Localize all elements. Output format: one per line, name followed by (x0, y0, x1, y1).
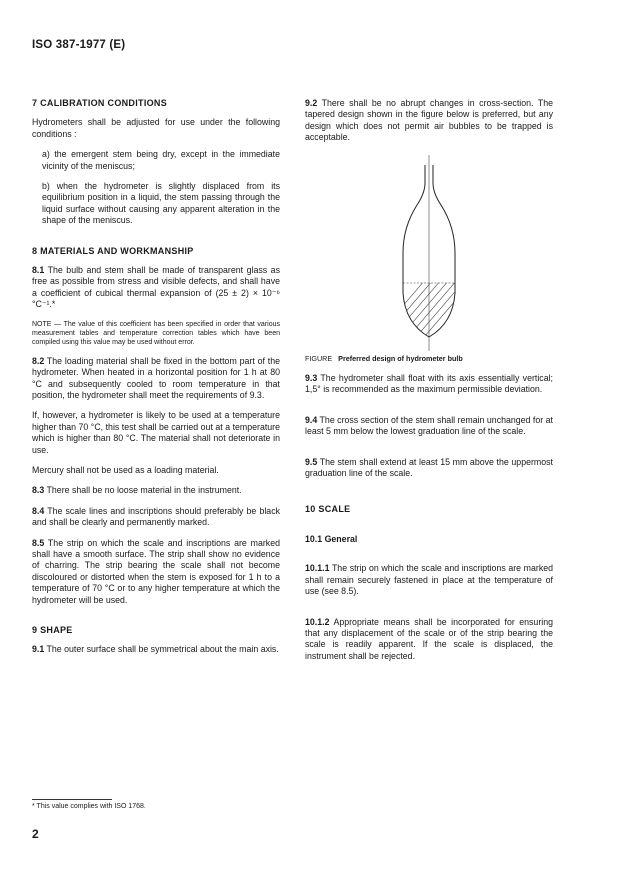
clause-text: There shall be no abrupt changes in cross-section. The tapered design shown in the figure below is preferred, but any design which does not permit air bubbles to be trapped is acceptable. (305, 98, 553, 143)
clause-10-1-1 (305, 563, 553, 597)
figure-title: Preferred design of hydrometer bulb (338, 353, 463, 363)
clause-8-2-mercury: Mercury shall not be used as a loading material. (32, 464, 219, 475)
clause-number: 8.5 (32, 537, 45, 548)
clause-number: 9.2 (305, 98, 318, 108)
section-7-title: 7 CALIBRATION CONDITIONS (32, 98, 168, 108)
clause-text: The hydrometer shall float with its axis essentially vertical; 1,5° is recommended as the maximum permissible deviation. (305, 373, 553, 395)
section-10-title: 10 SCALE (305, 504, 351, 515)
clause-10-1-2 (305, 617, 553, 663)
clause-text: The outer surface shall be symmetrical about the main axis. (46, 644, 279, 655)
clause-number: 9.4 (305, 414, 318, 425)
section-10-1-title: 10.1 General (305, 533, 358, 544)
hydrometer-bulb-figure (305, 153, 553, 353)
left-column (32, 98, 280, 665)
clause-number: 9.5 (305, 456, 318, 467)
clause-8-5 (32, 538, 280, 606)
clause-number: 8.2 (32, 355, 45, 366)
right-column (305, 98, 553, 671)
document-header: ISO 387-1977 (E) (32, 39, 126, 51)
clause-8-1 (32, 265, 280, 311)
condition-b: b) when the hydrometer is slightly displaced from its equilibrium position in a liquid, the stem passing through the liquid surface without causing any apparent alteration in the shape of the meniscus. (42, 181, 280, 226)
clause-text: The strip on which the scale and inscriptions are marked shall remain securely fastened in place at the temperature of use (see 8.5). (305, 563, 553, 597)
hydrometer-bulb-drawing (305, 153, 553, 353)
clause-8-2 (32, 356, 280, 402)
clause-9-3 (305, 373, 553, 396)
clause-8-2-continued: If, however, a hydrometer is likely to be used at a temperature higher than 70 °C, this test shall be carried out at a temperature which is higher than 80 °C. The material shall not deteriorate in use. (32, 410, 280, 455)
page-number: 2 (32, 827, 39, 841)
clause-number: 8.1 (32, 265, 45, 276)
clause-text: The cross section of the stem shall remain unchanged for at least 5 mm below the lowest graduation line of the scale. (305, 414, 553, 437)
clause-number: 8.4 (32, 505, 45, 516)
section-7-intro: Hydrometers shall be adjusted for use under the following conditions : (32, 117, 280, 139)
clause-text: There shall be no loose material in the instrument. (46, 485, 242, 496)
clause-9-2 (305, 98, 553, 144)
clause-number: 10.1.1 (305, 563, 330, 574)
clause-text: Appropriate means shall be incorporated for ensuring that any displacement of the scale or of the strip bearing the scale is readily apparent. If the scale is displaced, the instrument shall be rejected. (305, 616, 553, 661)
clause-text: The bulb and stem shall be made of transparent glass as free as possible from stress and visible defects, and shall have a coefficient of cubical thermal expansion of (25 ± 2) × 10⁻⁶ °C⁻¹.* (32, 265, 280, 310)
note: NOTE — The value of this coefficient has been specified in order that various measurement tables and temperature correction tables which have been compiled using this value may be used without error. (32, 320, 280, 346)
clause-text: The stem shall extend at least 15 mm above the uppermost graduation line of the scale. (305, 456, 553, 479)
section-8-title: 8 MATERIALS AND WORKMANSHIP (32, 245, 194, 256)
clause-number: 8.3 (32, 485, 45, 496)
clause-text: The strip on which the scale and inscriptions are marked shall have a smooth surface. The strip shall show no evidence of charring. The strip bearing the scale shall not become discoloured or distorted when the stem is exposed for 1 h to a temperature of 70 °C or to any higher temperature at which the hydrometer will be used. (32, 537, 280, 605)
footnote-rule (32, 799, 112, 800)
loading-hatch (371, 273, 479, 343)
clause-number: 10.1.2 (305, 616, 330, 627)
footnote: * This value complies with ISO 1768. (32, 803, 146, 810)
clause-number: 9.1 (32, 644, 45, 655)
clause-8-3 (32, 485, 280, 496)
clause-text: The loading material shall be fixed in the bottom part of the hydrometer. When heated in a horizontal position for 1 h at 80 °C and subsequently cooled to room temperature in that position, the hydrometer shall meet the requirements of 9.3. (32, 355, 280, 400)
clause-8-4 (32, 506, 280, 529)
section-9-title: 9 SHAPE (32, 625, 73, 635)
clause-text: The scale lines and inscriptions should preferably be black and shall be clearly and permanently marked. (32, 505, 280, 528)
figure-label: FIGURE (305, 353, 333, 363)
clause-9-4 (305, 415, 553, 438)
clause-9-1 (32, 644, 280, 655)
figure-caption (305, 353, 553, 364)
condition-a: a) the emergent stem being dry, except in the immediate vicinity of the meniscus; (42, 149, 280, 171)
clause-number: 9.3 (305, 373, 318, 384)
clause-9-5 (305, 457, 553, 480)
